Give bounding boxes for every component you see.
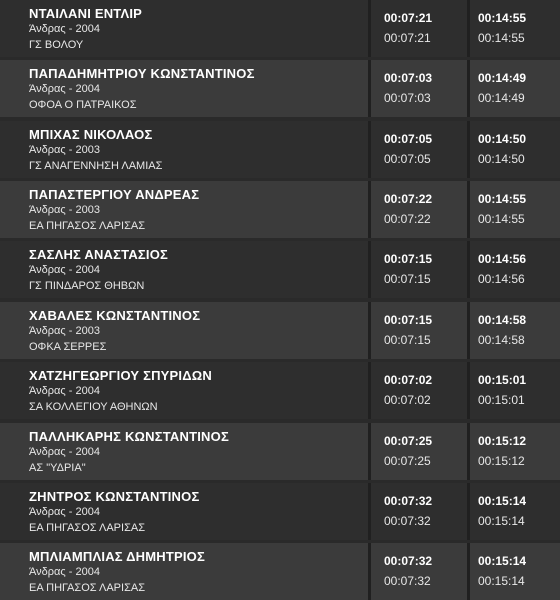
final-time-cell	[470, 0, 560, 57]
athlete-name: ΧΑΒΑΛΕΣ ΚΩΝΣΤΑΝΤΙΝΟΣ	[29, 308, 201, 323]
final-time-net: 00:14:55	[478, 31, 525, 45]
final-time-net: 00:15:12	[478, 454, 525, 468]
final-time-cell	[470, 543, 560, 600]
table-row[interactable]	[0, 302, 560, 359]
split-time-cell	[371, 0, 467, 57]
athlete-name: ΣΑΣΛΗΣ ΑΝΑΣΤΑΣΙΟΣ	[29, 247, 169, 262]
split-time: 00:07:32	[384, 494, 433, 508]
split-time: 00:07:02	[384, 373, 433, 387]
split-time: 00:07:05	[384, 132, 433, 146]
athlete-gender-year: Άνδρας - 2003	[29, 204, 100, 216]
athlete-cell	[0, 60, 368, 117]
split-time-net: 00:07:15	[384, 333, 431, 347]
final-time: 00:14:55	[478, 11, 527, 25]
table-row[interactable]	[0, 543, 560, 600]
athlete-cell	[0, 302, 368, 359]
athlete-gender-year: Άνδρας - 2004	[29, 446, 100, 458]
athlete-gender-year: Άνδρας - 2004	[29, 264, 100, 276]
final-time-cell	[470, 181, 560, 238]
split-time-cell	[371, 60, 467, 117]
final-time-cell	[470, 483, 560, 540]
athlete-gender-year: Άνδρας - 2003	[29, 325, 100, 337]
athlete-name: ΜΠΛΙΑΜΠΛΙΑΣ ΔΗΜΗΤΡΙΟΣ	[29, 549, 205, 564]
athlete-cell	[0, 181, 368, 238]
table-row[interactable]	[0, 0, 560, 57]
split-time-cell	[371, 121, 467, 178]
final-time-net: 00:14:55	[478, 212, 525, 226]
final-time-net: 00:14:49	[478, 91, 525, 105]
athlete-cell	[0, 362, 368, 419]
athlete-club: ΕΑ ΠΗΓΑΣΟΣ ΛΑΡΙΣΑΣ	[29, 582, 146, 594]
split-time-net: 00:07:05	[384, 152, 431, 166]
split-time-net: 00:07:03	[384, 91, 431, 105]
athlete-gender-year: Άνδρας - 2004	[29, 385, 100, 397]
athlete-cell	[0, 121, 368, 178]
split-time-cell	[371, 241, 467, 298]
split-time-net: 00:07:32	[384, 514, 431, 528]
final-time: 00:14:56	[478, 252, 527, 266]
final-time-net: 00:15:01	[478, 393, 525, 407]
athlete-gender-year: Άνδρας - 2003	[29, 144, 100, 156]
athlete-club: ΕΑ ΠΗΓΑΣΟΣ ΛΑΡΙΣΑΣ	[29, 220, 146, 232]
athlete-cell	[0, 543, 368, 600]
split-time: 00:07:15	[384, 313, 433, 327]
athlete-cell	[0, 241, 368, 298]
split-time: 00:07:03	[384, 71, 433, 85]
final-time: 00:14:58	[478, 313, 527, 327]
final-time: 00:14:49	[478, 71, 527, 85]
table-row[interactable]	[0, 121, 560, 178]
split-time-cell	[371, 362, 467, 419]
athlete-club: ΕΑ ΠΗΓΑΣΟΣ ΛΑΡΙΣΑΣ	[29, 522, 146, 534]
athlete-cell	[0, 423, 368, 480]
final-time: 00:14:55	[478, 192, 527, 206]
final-time-cell	[470, 121, 560, 178]
athlete-gender-year: Άνδρας - 2004	[29, 566, 100, 578]
final-time-net: 00:15:14	[478, 514, 525, 528]
final-time-net: 00:14:56	[478, 272, 525, 286]
athlete-name: ΖΗΝΤΡΟΣ ΚΩΝΣΤΑΝΤΙΝΟΣ	[29, 489, 200, 504]
athlete-cell	[0, 0, 368, 57]
athlete-name: ΜΠΙΧΑΣ ΝΙΚΟΛΑΟΣ	[29, 127, 153, 142]
final-time-cell	[470, 362, 560, 419]
athlete-club: ΓΣ ΠΙΝΔΑΡΟΣ ΘΗΒΩΝ	[29, 280, 145, 292]
table-row[interactable]	[0, 181, 560, 238]
athlete-club: ΓΣ ΑΝΑΓΕΝΝΗΣΗ ΛΑΜΙΑΣ	[29, 160, 163, 172]
table-row[interactable]	[0, 60, 560, 117]
split-time-net: 00:07:21	[384, 31, 431, 45]
athlete-gender-year: Άνδρας - 2004	[29, 23, 100, 35]
table-row[interactable]	[0, 483, 560, 540]
athlete-club: ΟΦΚΑ ΣΕΡΡΕΣ	[29, 341, 107, 353]
split-time-net: 00:07:25	[384, 454, 431, 468]
final-time: 00:14:50	[478, 132, 527, 146]
split-time: 00:07:25	[384, 434, 433, 448]
split-time-net: 00:07:32	[384, 574, 431, 588]
split-time-cell	[371, 181, 467, 238]
split-time: 00:07:32	[384, 554, 433, 568]
split-time-cell	[371, 423, 467, 480]
athlete-gender-year: Άνδρας - 2004	[29, 83, 100, 95]
athlete-name: ΠΑΛΛΗΚΑΡΗΣ ΚΩΝΣΤΑΝΤΙΝΟΣ	[29, 429, 229, 444]
table-row[interactable]	[0, 362, 560, 419]
final-time-cell	[470, 241, 560, 298]
athlete-club: ΟΦΟΑ Ο ΠΑΤΡΑΙΚΟΣ	[29, 99, 137, 111]
final-time: 00:15:14	[478, 494, 527, 508]
athlete-club: ΣΑ ΚΟΛΛΕΓΙΟΥ ΑΘΗΝΩΝ	[29, 401, 158, 413]
athlete-gender-year: Άνδρας - 2004	[29, 506, 100, 518]
athlete-name: ΠΑΠΑΣΤΕΡΓΙΟΥ ΑΝΔΡΕΑΣ	[29, 187, 200, 202]
athlete-name: ΠΑΠΑΔΗΜΗΤΡΙΟΥ ΚΩΝΣΤΑΝΤΙΝΟΣ	[29, 66, 255, 81]
final-time: 00:15:14	[478, 554, 527, 568]
final-time-cell	[470, 423, 560, 480]
split-time: 00:07:22	[384, 192, 433, 206]
split-time-net: 00:07:22	[384, 212, 431, 226]
split-time-cell	[371, 302, 467, 359]
athlete-name: ΝΤΑΙΛΑΝΙ ΕΝΤΛΙΡ	[29, 6, 143, 21]
final-time: 00:15:12	[478, 434, 527, 448]
athlete-club: ΓΣ ΒΟΛΟΥ	[29, 39, 84, 51]
split-time-net: 00:07:02	[384, 393, 431, 407]
final-time-cell	[470, 302, 560, 359]
final-time-net: 00:14:58	[478, 333, 525, 347]
split-time: 00:07:21	[384, 11, 433, 25]
final-time-net: 00:15:14	[478, 574, 525, 588]
athlete-cell	[0, 483, 368, 540]
final-time-cell	[470, 60, 560, 117]
split-time: 00:07:15	[384, 252, 433, 266]
split-time-cell	[371, 543, 467, 600]
split-time-net: 00:07:15	[384, 272, 431, 286]
final-time: 00:15:01	[478, 373, 527, 387]
split-time-cell	[371, 483, 467, 540]
final-time-net: 00:14:50	[478, 152, 525, 166]
table-row[interactable]	[0, 423, 560, 480]
athlete-club: ΑΣ "ΥΔΡΙΑ"	[29, 462, 86, 474]
athlete-name: ΧΑΤΖΗΓΕΩΡΓΙΟΥ ΣΠΥΡΙΔΩΝ	[29, 368, 212, 383]
table-row[interactable]	[0, 241, 560, 298]
